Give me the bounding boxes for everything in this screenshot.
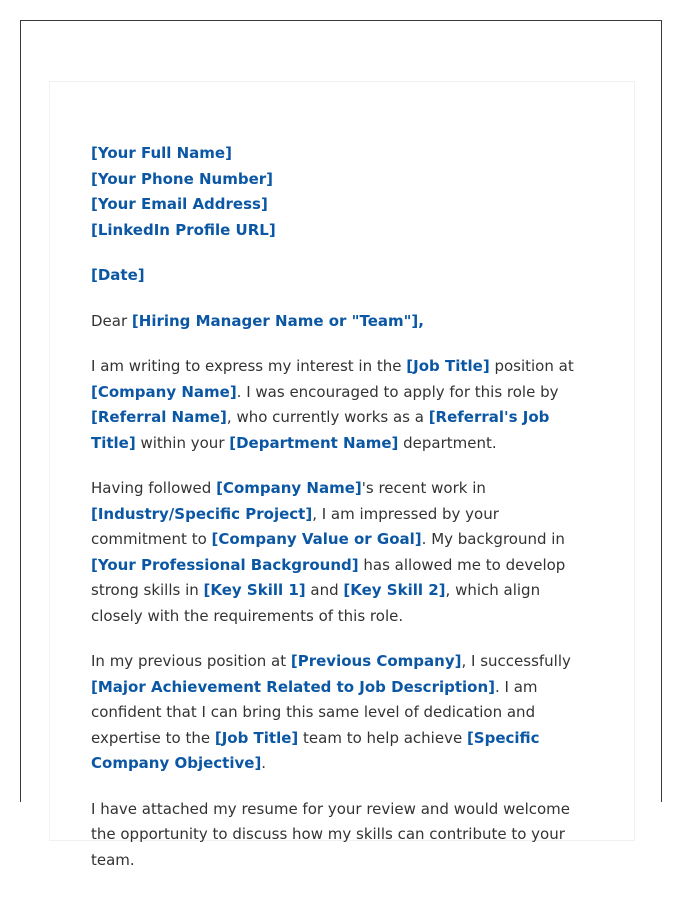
text-segment: In my previous position at bbox=[91, 652, 291, 670]
job-title-placeholder: [Job Title] bbox=[214, 728, 299, 747]
text-segment: . I am confident that I can bring this same level of dedication and expertise to the bbox=[91, 677, 538, 747]
company-name-placeholder: [Company Name] bbox=[216, 479, 362, 497]
key-skill-2-placeholder: [Key Skill 2] bbox=[343, 581, 446, 599]
text-segment: , who currently works as a bbox=[226, 408, 429, 426]
company-value-placeholder: [Company Value or Goal] bbox=[211, 530, 422, 548]
text-segment: department. bbox=[398, 433, 497, 452]
text-segment: 's recent work in bbox=[361, 479, 486, 497]
linkedin-placeholder: [LinkedIn Profile URL] bbox=[91, 220, 276, 239]
date-placeholder: [Date] bbox=[91, 266, 145, 284]
recipient-placeholder: [Hiring Manager Name or "Team"], bbox=[131, 311, 424, 330]
key-skill-1-placeholder: [Key Skill 1] bbox=[203, 581, 306, 599]
date-line bbox=[91, 263, 591, 289]
text-segment: I have attached my resume for your review and would welcome the opportunity to discuss how my skills can contribute to your team. bbox=[91, 799, 571, 869]
paragraph-experience bbox=[91, 649, 591, 777]
referral-job-title-placeholder: [Referral's Job Title] bbox=[91, 408, 550, 452]
text-segment: , I successfully bbox=[461, 652, 571, 670]
text-segment: within your bbox=[135, 433, 230, 452]
text-segment: has allowed me to develop strong skills in bbox=[91, 555, 566, 599]
text-segment: team to help achieve bbox=[298, 728, 467, 747]
department-name-placeholder: [Department Name] bbox=[229, 433, 399, 452]
email-placeholder: [Your Email Address] bbox=[91, 195, 268, 213]
text-segment: and bbox=[305, 581, 344, 599]
salutation bbox=[91, 309, 591, 335]
text-segment: I am writing to express my interest in the bbox=[91, 357, 407, 375]
paragraph-closing bbox=[91, 797, 591, 874]
major-achievement-placeholder: [Major Achievement Related to Job Description] bbox=[91, 677, 495, 696]
paragraph-company-interest bbox=[91, 476, 591, 629]
salutation-dear: Dear bbox=[91, 311, 132, 330]
text-segment: , which align closely with the requirements of this role. bbox=[91, 581, 541, 625]
company-name-placeholder: [Company Name] bbox=[91, 382, 237, 401]
phone-placeholder: [Your Phone Number] bbox=[91, 169, 274, 188]
document-frame bbox=[20, 20, 662, 869]
professional-background-placeholder: [Your Professional Background] bbox=[91, 555, 359, 574]
industry-project-placeholder: [Industry/Specific Project] bbox=[91, 504, 313, 523]
text-segment: . I was encouraged to apply for this role by bbox=[236, 382, 559, 401]
sender-contact-block bbox=[91, 141, 591, 243]
text-segment: . My background in bbox=[421, 530, 565, 548]
referral-name-placeholder: [Referral Name] bbox=[91, 408, 227, 426]
company-objective-placeholder: [Specific Company Objective] bbox=[91, 728, 540, 772]
letter-body bbox=[91, 141, 591, 893]
previous-company-placeholder: [Previous Company] bbox=[290, 652, 462, 670]
text-segment: Having followed bbox=[91, 479, 217, 497]
paragraph-intro bbox=[91, 354, 591, 456]
text-segment: position at bbox=[489, 357, 574, 375]
text-segment: , I am impressed by your commitment to bbox=[91, 504, 499, 548]
letter-page bbox=[49, 81, 635, 869]
job-title-placeholder: [Job Title] bbox=[406, 357, 490, 375]
text-segment: . bbox=[261, 754, 267, 772]
full-name-placeholder: [Your Full Name] bbox=[91, 144, 232, 162]
